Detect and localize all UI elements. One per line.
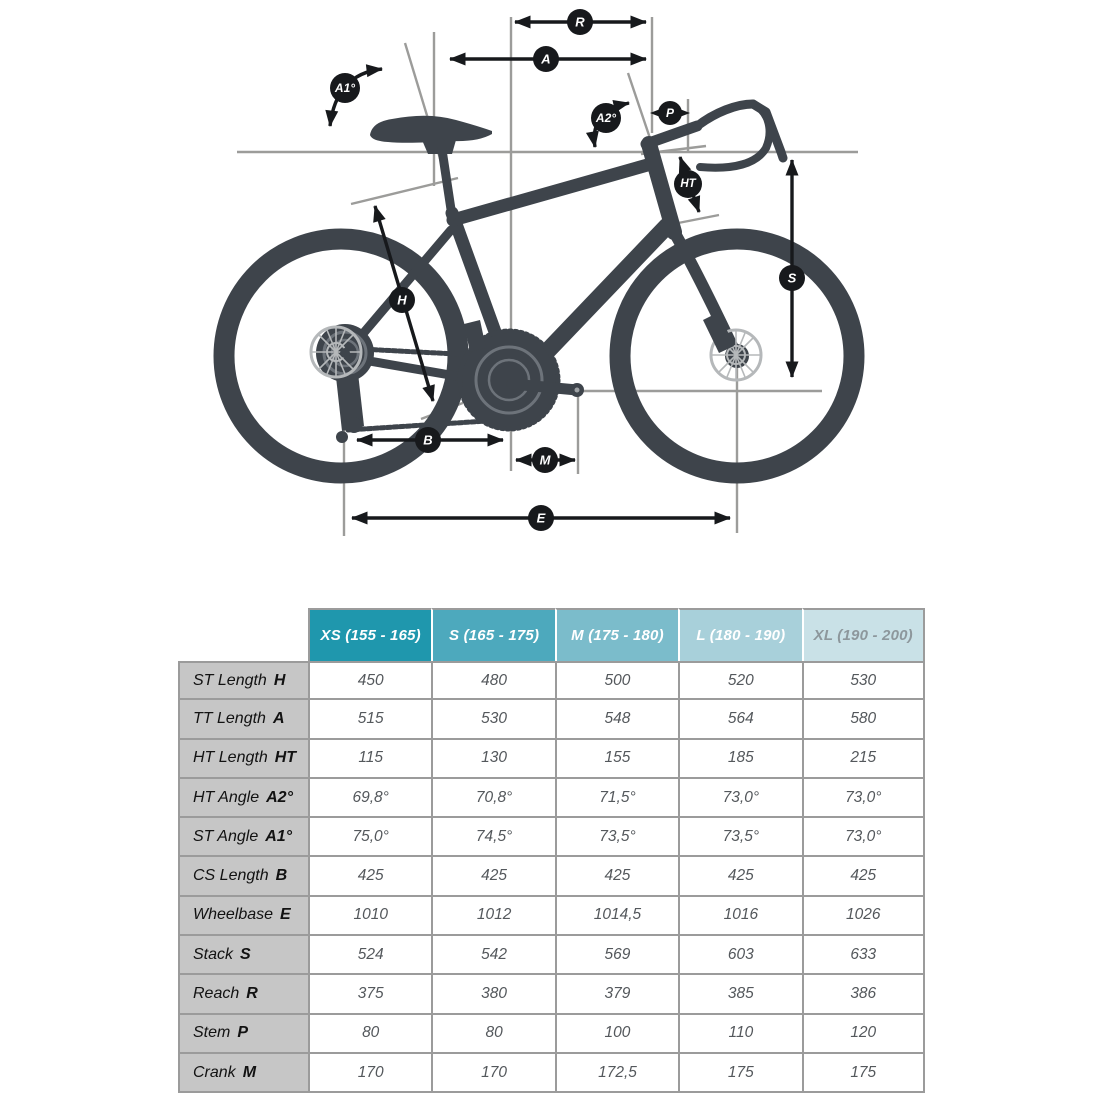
geometry-value-cell: 450: [308, 661, 431, 700]
crank-badge: [532, 447, 558, 473]
stack-badge: [779, 265, 805, 291]
geometry-value-cell: 73,0°: [802, 779, 925, 818]
stem-tube: [646, 126, 697, 144]
handlebar-tops: [696, 104, 753, 127]
chainstay-badge: [415, 427, 441, 453]
svg-text:M: M: [539, 452, 551, 468]
geometry-value-cell: 175: [678, 1054, 801, 1093]
seattube-badge: [389, 287, 415, 313]
geometry-value-cell: 215: [802, 740, 925, 779]
rear-hub: [340, 348, 350, 358]
geometry-value-cell: 425: [678, 857, 801, 896]
size-column-header: XL (190 - 200): [802, 608, 925, 661]
row-label-code: A: [272, 709, 285, 727]
geometry-value-cell: 71,5°: [555, 779, 678, 818]
geometry-value-cell: 385: [678, 975, 801, 1014]
geometry-value-cell: 530: [431, 700, 554, 739]
geometry-value-cell: 564: [678, 700, 801, 739]
derailleur-pulley-upper: [346, 417, 362, 433]
geometry-value-cell: 520: [678, 661, 801, 700]
size-column-header: L (180 - 190): [678, 608, 801, 661]
geometry-value-cell: 110: [678, 1015, 801, 1054]
geometry-value-cell: 379: [555, 975, 678, 1014]
geometry-value-cell: 73,5°: [678, 818, 801, 857]
svg-text:A: A: [541, 51, 551, 67]
row-label-code: M: [242, 1063, 257, 1081]
geometry-value-cell: 548: [555, 700, 678, 739]
row-label-code: S: [240, 945, 251, 963]
geometry-value-cell: 70,8°: [431, 779, 554, 818]
crank-arm: [512, 384, 577, 390]
geometry-value-cell: 1012: [431, 897, 554, 936]
geometry-value-cell: 580: [802, 700, 925, 739]
geometry-value-cell: 100: [555, 1015, 678, 1054]
geometry-value-cell: 80: [431, 1015, 554, 1054]
geometry-value-cell: 1016: [678, 897, 801, 936]
geometry-value-cell: 603: [678, 936, 801, 975]
row-label: [178, 818, 308, 857]
stem-badge: [658, 101, 682, 125]
geometry-value-cell: 73,0°: [802, 818, 925, 857]
top-tube: [453, 164, 651, 220]
row-label-name: Reach: [193, 985, 240, 1003]
rear-disc-rotor: [311, 327, 361, 377]
row-label-name: Stack: [193, 945, 234, 963]
row-label-name: ST Length: [193, 671, 267, 689]
dimension-arrows: [330, 22, 792, 518]
geometry-value-cell: 120: [802, 1015, 925, 1054]
size-column-header: XS (155 - 165): [308, 608, 431, 661]
geometry-value-cell: 170: [431, 1054, 554, 1093]
geometry-value-cell: 115: [308, 740, 431, 779]
svg-text:H: H: [397, 292, 407, 308]
geometry-value-cell: 69,8°: [308, 779, 431, 818]
svg-text:S: S: [787, 270, 797, 286]
row-label-name: Wheelbase: [193, 906, 274, 924]
geometry-value-cell: 1010: [308, 897, 431, 936]
geometry-value-cell: 175: [802, 1054, 925, 1093]
wheelbase-badge: [528, 505, 554, 531]
saddle: [370, 116, 492, 143]
row-label-name: ST Angle: [193, 827, 259, 845]
row-label: [178, 975, 308, 1014]
row-label-code: HT: [274, 749, 297, 767]
pedal-axle-center: [575, 388, 580, 393]
geometry-value-cell: 633: [802, 936, 925, 975]
row-label-name: Stem: [193, 1024, 231, 1042]
svg-text:R: R: [575, 14, 585, 30]
svg-text:P: P: [665, 106, 675, 120]
svg-text:A1°: A1°: [334, 81, 356, 95]
table-corner-cell: [178, 608, 308, 661]
seat-angle-badge: [330, 73, 360, 103]
head-tube: [649, 144, 674, 232]
headtube-badge: [674, 170, 702, 198]
svg-text:HT: HT: [680, 178, 696, 190]
row-label: [178, 740, 308, 779]
geometry-table: [178, 608, 925, 1093]
geometry-value-cell: 375: [308, 975, 431, 1014]
geometry-value-cell: 1014,5: [555, 897, 678, 936]
row-label-code: B: [275, 867, 288, 885]
geometry-value-cell: 380: [431, 975, 554, 1014]
geometry-value-cell: 1026: [802, 897, 925, 936]
geometry-value-cell: 425: [555, 857, 678, 896]
row-label-code: A1°: [265, 827, 293, 845]
row-label-name: HT Angle: [193, 788, 260, 806]
geometry-value-cell: 73,0°: [678, 779, 801, 818]
reach-badge: [567, 9, 593, 35]
row-label-name: HT Length: [193, 749, 268, 767]
geometry-value-cell: 73,5°: [555, 818, 678, 857]
geometry-value-cell: 386: [802, 975, 925, 1014]
geometry-value-cell: 75,0°: [308, 818, 431, 857]
row-label: [178, 857, 308, 896]
geometry-value-cell: 172,5: [555, 1054, 678, 1093]
geometry-value-cell: 74,5°: [431, 818, 554, 857]
svg-text:E: E: [536, 510, 546, 526]
svg-text:A2°: A2°: [595, 111, 617, 125]
row-label-code: E: [280, 906, 291, 924]
geometry-value-cell: 524: [308, 936, 431, 975]
geometry-value-cell: 80: [308, 1015, 431, 1054]
geometry-value-cell: 185: [678, 740, 801, 779]
geometry-value-cell: 425: [308, 857, 431, 896]
head-angle-badge: [591, 103, 621, 133]
row-label: [178, 897, 308, 936]
row-label: [178, 700, 308, 739]
bike-silhouette: [224, 104, 854, 473]
row-label-name: Crank: [193, 1063, 236, 1081]
row-label-code: P: [237, 1024, 249, 1042]
geometry-value-cell: 130: [431, 740, 554, 779]
row-label: [178, 1015, 308, 1054]
geometry-value-cell: 425: [802, 857, 925, 896]
geometry-value-cell: 425: [431, 857, 554, 896]
row-label-code: R: [246, 985, 258, 1003]
geometry-value-cell: 569: [555, 936, 678, 975]
geometry-value-cell: 170: [308, 1054, 431, 1093]
size-column-header: M (175 - 180): [555, 608, 678, 661]
row-label: [178, 1054, 308, 1093]
size-column-header: S (165 - 175): [431, 608, 554, 661]
geometry-value-cell: 500: [555, 661, 678, 700]
derailleur-pulley-lower: [336, 431, 348, 443]
row-label-name: CS Length: [193, 867, 269, 885]
svg-text:B: B: [423, 432, 433, 448]
row-label-code: A2°: [266, 788, 293, 806]
geometry-value-cell: 515: [308, 700, 431, 739]
geometry-value-cell: 155: [555, 740, 678, 779]
row-label: [178, 661, 308, 700]
row-label-name: TT Length: [193, 709, 266, 727]
geometry-value-cell: 530: [802, 661, 925, 700]
row-label-code: H: [273, 671, 286, 689]
geometry-value-cell: 542: [431, 936, 554, 975]
geometry-value-cell: 480: [431, 661, 554, 700]
toptube-badge: [533, 46, 559, 72]
row-label: [178, 936, 308, 975]
seattube-top-marker-line: [351, 178, 458, 204]
row-label: [178, 779, 308, 818]
